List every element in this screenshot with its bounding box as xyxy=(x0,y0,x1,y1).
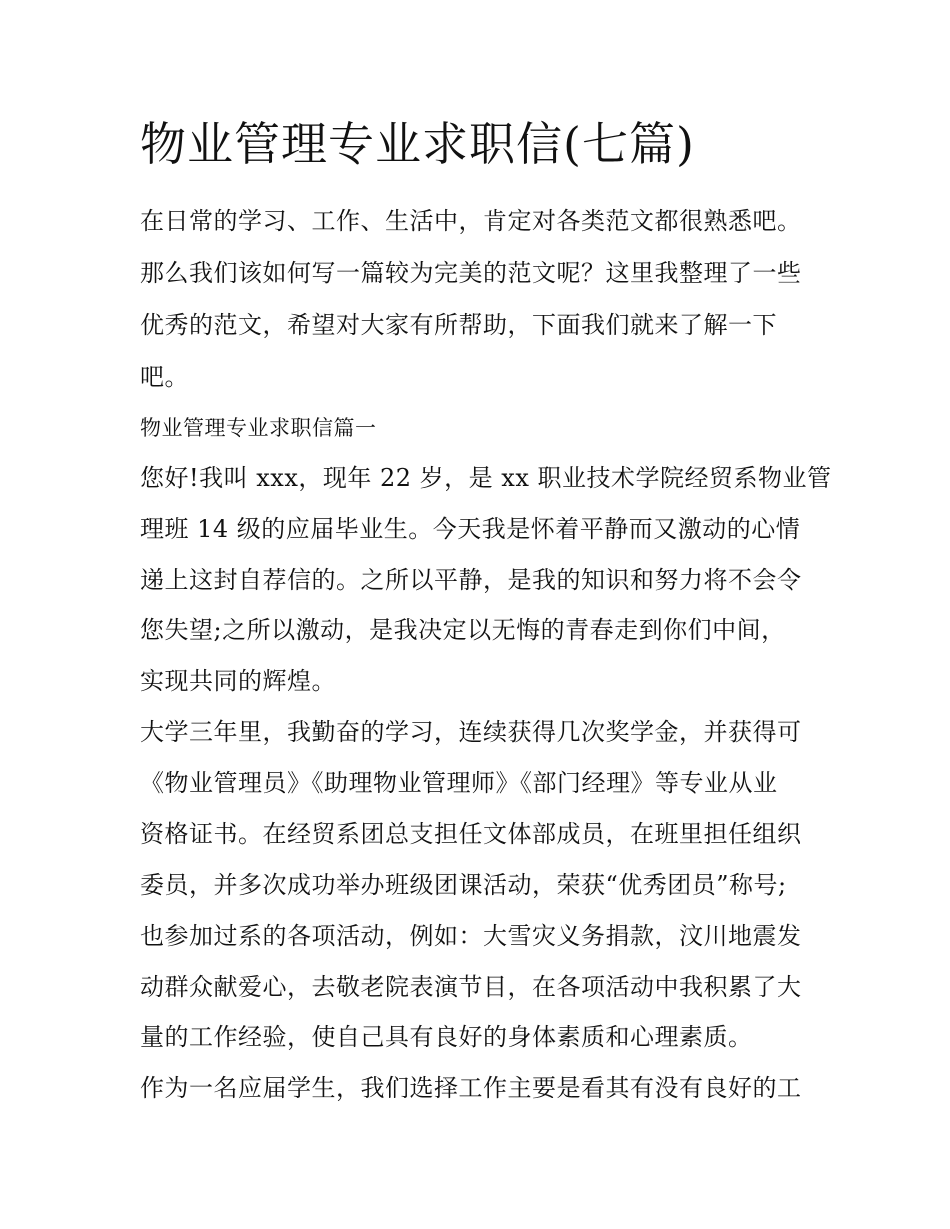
text-line: 动群众献爱心，去敬老院表演节目，在各项活动中我积累了大 xyxy=(140,973,802,1001)
text-line: 《物业管理员》《助理物业管理师》《部门经理》等专业从业 xyxy=(140,769,778,797)
text-line: 那么我们该如何写一篇较为完美的范文呢？这里我整理了一些 xyxy=(140,259,802,287)
text-line: 吧。 xyxy=(140,363,189,391)
section-heading: 物业管理专业求职信篇一 xyxy=(140,416,377,440)
text-line: 资格证书。在经贸系团总支担任文体部成员，在班里担任组织 xyxy=(140,820,802,848)
text-line: 您失望;之所以激动，是我决定以无悔的青春走到你们中间， xyxy=(140,616,786,644)
document-title: 物业管理专业求职信(七篇) xyxy=(140,117,695,171)
text-line: 量的工作经验，使自己具有良好的身体素质和心理素质。 xyxy=(140,1023,753,1051)
text-line: 优秀的范文，希望对大家有所帮助，下面我们就来了解一下 xyxy=(140,311,777,339)
text-line: 实现共同的辉煌。 xyxy=(140,667,336,695)
text-line: 您好!我叫 xxx，现年 22 岁，是 xx 职业技术学院经贸系物业管 xyxy=(140,464,832,492)
text-line: 递上这封自荐信的。之所以平静，是我的知识和努力将不会令 xyxy=(140,566,802,594)
text-line: 在日常的学习、工作、生活中，肯定对各类范文都很熟悉吧。 xyxy=(140,207,802,235)
text-line: 委员，并多次成功举办班级团课活动，荣获“优秀团员”称号; xyxy=(140,871,787,899)
text-line: 理班 14 级的应届毕业生。今天我是怀着平静而又激动的心情 xyxy=(140,515,801,543)
text-line: 大学三年里，我勤奋的学习，连续获得几次奖学金，并获得可 xyxy=(140,718,802,746)
text-line: 作为一名应届学生，我们选择工作主要是看其有没有良好的工 xyxy=(140,1074,802,1102)
text-line: 也参加过系的各项活动，例如：大雪灾义务捐款，汶川地震发 xyxy=(140,922,802,950)
